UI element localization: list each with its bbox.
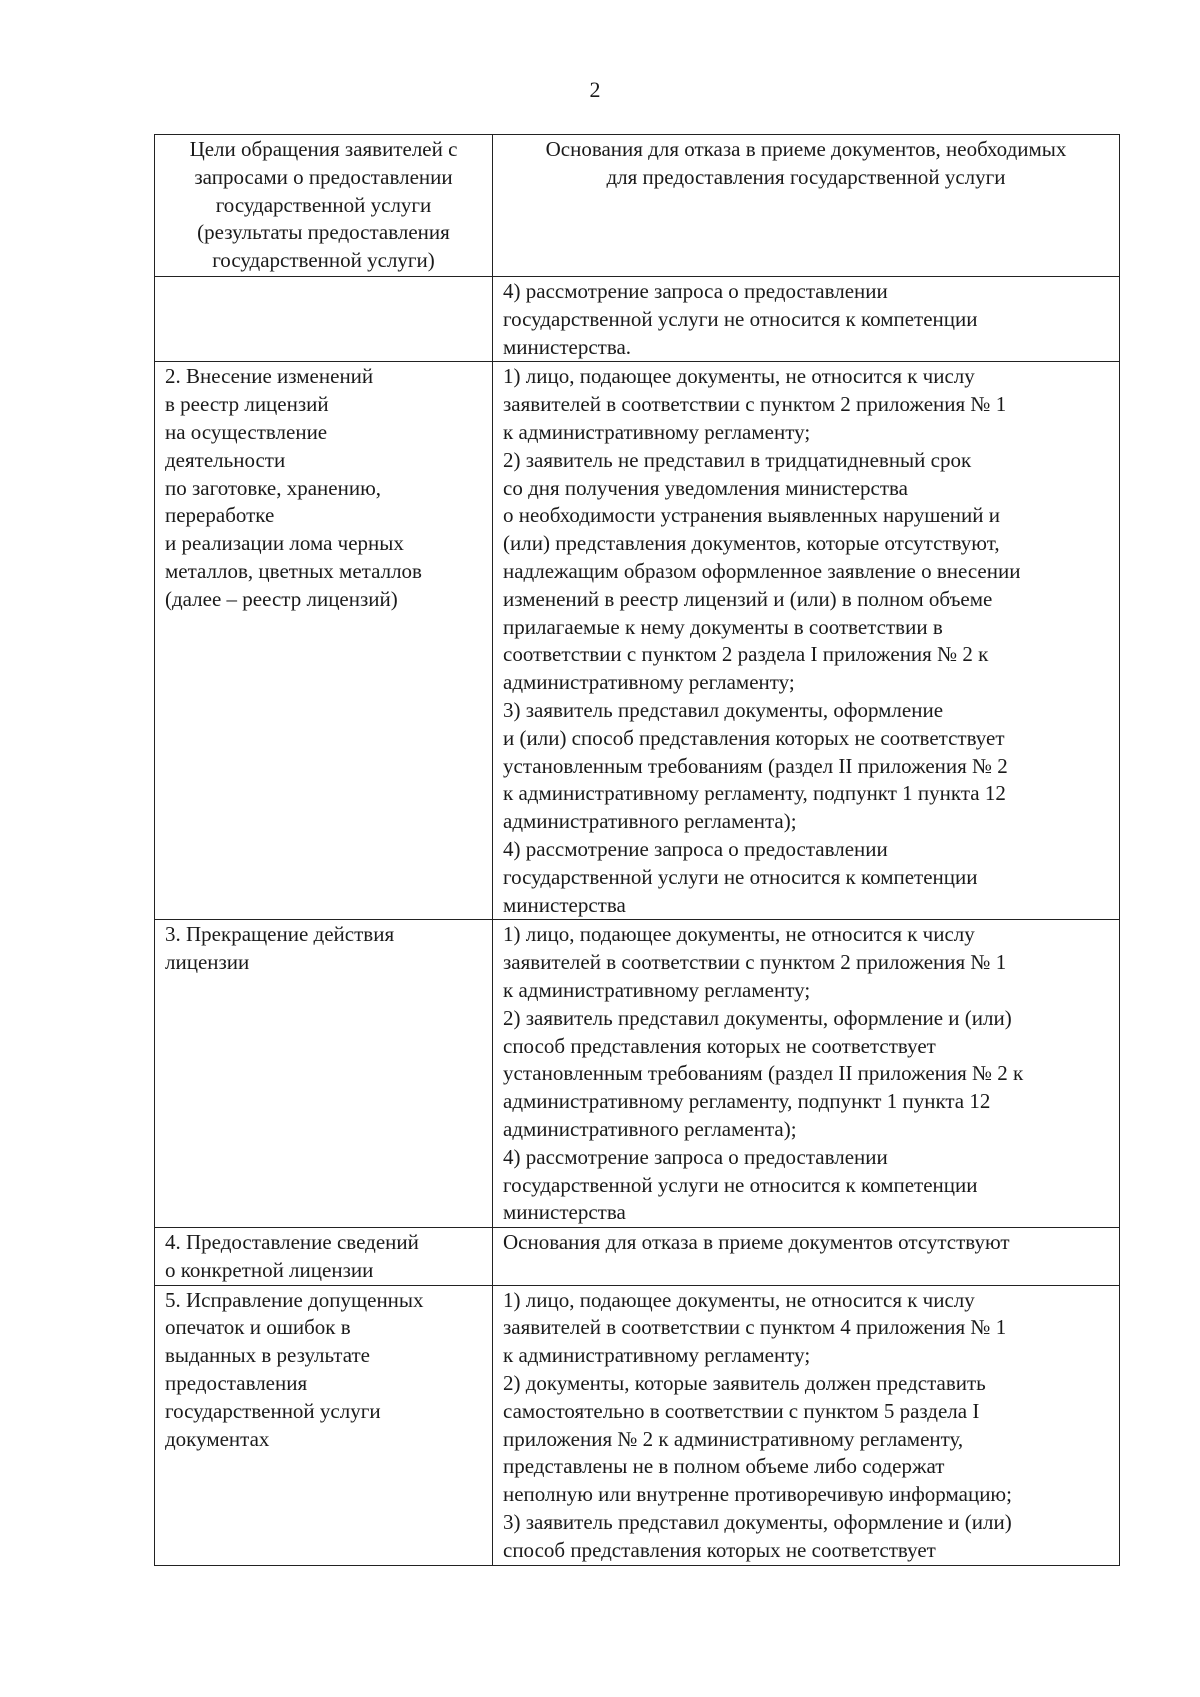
grounds-line: государственной услуги не относится к компетенции [503, 1172, 978, 1197]
grounds-line: изменений в реестр лицензий и (или) в полном объеме [503, 586, 993, 611]
refusal-grounds-table [154, 134, 1120, 1566]
header-grounds-cell [493, 135, 1120, 277]
grounds-line: министерства. [503, 334, 632, 359]
grounds-line: 2) заявитель не представил в тридцатидневный срок [503, 447, 972, 472]
goal-cell [155, 1228, 493, 1286]
grounds-line: 1) лицо, подающее документы, не относится к числу [503, 364, 975, 389]
grounds-line: к административному регламенту; [503, 419, 811, 444]
grounds-line: Основания для отказа в приеме документов отсутствуют [503, 1230, 1010, 1255]
grounds-line: о необходимости устранения выявленных нарушений и [503, 503, 1000, 528]
grounds-line: способ представления которых не соответствует [503, 1033, 936, 1058]
header-goals-line: государственной услуги) [212, 248, 435, 273]
grounds-line: министерства [503, 892, 626, 917]
goal-line: переработке [165, 503, 275, 528]
grounds-line: к административному регламенту, подпункт 1 пункта 12 [503, 781, 1006, 806]
grounds-line: министерства [503, 1200, 626, 1225]
grounds-line: способ представления которых не соответствует [503, 1537, 936, 1562]
grounds-line: 4) рассмотрение запроса о предоставлении [503, 836, 888, 861]
grounds-line: административному регламенту, подпункт 1 пункта 12 [503, 1089, 991, 1114]
goal-line: 2. Внесение изменений [165, 364, 374, 389]
goal-line: 3. Прекращение действия [165, 922, 395, 947]
grounds-line: заявителей в соответствии с пунктом 4 приложения № 1 [503, 1315, 1007, 1340]
goal-line: опечаток и ошибок в [165, 1315, 351, 1340]
header-goals-cell [155, 135, 493, 277]
grounds-line: административного регламента); [503, 1116, 797, 1141]
grounds-cell [493, 1228, 1120, 1286]
grounds-line: 1) лицо, подающее документы, не относится к числу [503, 922, 975, 947]
goal-line: металлов, цветных металлов [165, 558, 422, 583]
goal-line: деятельности [165, 447, 286, 472]
grounds-line: 4) рассмотрение запроса о предоставлении [503, 279, 888, 303]
grounds-line: установленным требованиям (раздел II приложения № 2 к [503, 1061, 1024, 1086]
goal-cell [155, 920, 493, 1228]
goal-line: выданных в результате [165, 1343, 371, 1368]
header-goals-line: запросами о предоставлении [194, 164, 453, 189]
goal-cell [155, 362, 493, 920]
grounds-line: приложения № 2 к административному регламенту, [503, 1426, 964, 1451]
grounds-line: представлены не в полном объеме либо содержат [503, 1454, 945, 1479]
header-goals-line: (результаты предоставления [197, 220, 450, 245]
goal-line: на осуществление [165, 419, 328, 444]
grounds-line: неполную или внутренне противоречивую информацию; [503, 1482, 1012, 1507]
grounds-line: государственной услуги не относится к компетенции [503, 306, 978, 331]
grounds-cell [493, 1285, 1120, 1565]
grounds-line: 1) лицо, подающее документы, не относится к числу [503, 1287, 975, 1312]
grounds-line: 2) заявитель представил документы, оформление и (или) [503, 1005, 1012, 1030]
goal-cell [155, 1285, 493, 1565]
header-grounds-line: Основания для отказа в приеме документов, необходимых [545, 137, 1067, 161]
header-goals-line: государственной услуги [215, 192, 432, 217]
grounds-line: административного регламента); [503, 809, 797, 834]
goal-line: 5. Исправление допущенных [165, 1287, 424, 1312]
grounds-line: 4) рассмотрение запроса о предоставлении [503, 1144, 888, 1169]
goal-line: (далее – реестр лицензий) [165, 586, 398, 611]
grounds-line: 3) заявитель представил документы, оформление и (или) [503, 1510, 1012, 1535]
table-row [155, 920, 1120, 1228]
grounds-line: к административному регламенту; [503, 977, 811, 1002]
goal-line: лицензии [165, 950, 250, 975]
grounds-line: надлежащим образом оформленное заявление о внесении [503, 558, 1021, 583]
grounds-cell [493, 362, 1120, 920]
goal-line: в реестр лицензий [165, 392, 329, 417]
grounds-line: заявителей в соответствии с пунктом 2 приложения № 1 [503, 950, 1007, 975]
goal-cell [155, 277, 493, 362]
grounds-line: прилагаемые к нему документы в соответствии в [503, 614, 943, 639]
header-grounds-line: для предоставления государственной услуги [606, 164, 1006, 189]
grounds-line: со дня получения уведомления министерства [503, 475, 908, 500]
grounds-cell [493, 277, 1120, 362]
grounds-line: государственной услуги не относится к компетенции [503, 864, 978, 889]
goal-line: предоставления [165, 1371, 308, 1396]
grounds-line: заявителей в соответствии с пунктом 2 приложения № 1 [503, 392, 1007, 417]
grounds-line: 2) документы, которые заявитель должен представить [503, 1371, 986, 1396]
grounds-line: установленным требованиям (раздел II приложения № 2 [503, 753, 1008, 778]
table-row [155, 277, 1120, 362]
table-row [155, 1285, 1120, 1565]
goal-line: по заготовке, хранению, [165, 475, 382, 500]
page-number: 2 [589, 77, 601, 102]
grounds-line: самостоятельно в соответствии с пунктом 5 раздела I [503, 1398, 980, 1423]
goal-line: государственной услуги [165, 1398, 381, 1423]
grounds-line: (или) представления документов, которые отсутствуют, [503, 531, 1000, 556]
goal-line: 4. Предоставление сведений [165, 1230, 419, 1255]
header-goals-line: Цели обращения заявителей с [189, 137, 458, 161]
goal-line: о конкретной лицензии [165, 1257, 374, 1282]
table-row [155, 362, 1120, 920]
table-header-row [155, 135, 1120, 277]
table-row [155, 1228, 1120, 1286]
grounds-cell [493, 920, 1120, 1228]
grounds-line: и (или) способ представления которых не соответствует [503, 725, 1005, 750]
grounds-line: 3) заявитель представил документы, оформление [503, 697, 944, 722]
grounds-line: административному регламенту; [503, 670, 795, 695]
goal-line: и реализации лома черных [165, 531, 404, 556]
grounds-line: к административному регламенту; [503, 1343, 811, 1368]
goal-line: документах [165, 1426, 270, 1451]
grounds-line: соответствии с пунктом 2 раздела I приложения № 2 к [503, 642, 989, 667]
